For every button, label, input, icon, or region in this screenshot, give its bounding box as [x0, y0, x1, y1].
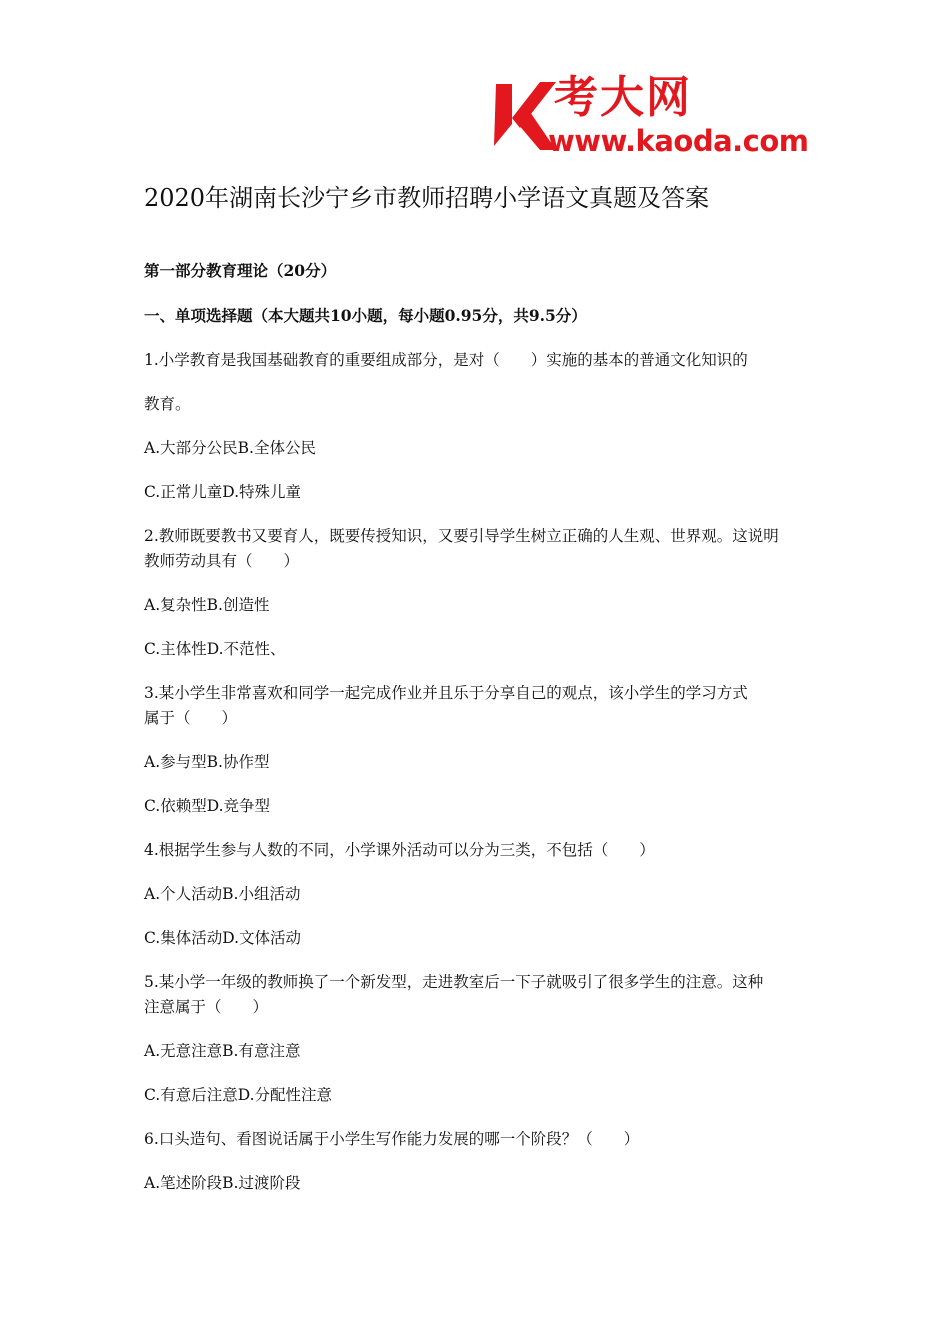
part-heading: 第一部分教育理论（20分）: [144, 261, 337, 280]
question-3-stem-line-1: 3.某小学生非常喜欢和同学一起完成作业并且乐于分享自己的观点，该小学生的学习方式: [144, 684, 748, 702]
question-4-options-ab: A.个人活动B.小组活动: [144, 885, 301, 903]
question-2-stem-line-2: 教师劳动具有（ ）: [144, 552, 300, 570]
kaoda-logo: [490, 72, 820, 162]
question-6-options-ab: A.笔述阶段B.过渡阶段: [144, 1174, 301, 1192]
question-3-stem-line-2: 属于（ ）: [144, 709, 238, 727]
question-5-stem-line-1: 5.某小学一年级的教师换了一个新发型，走进教室后一下子就吸引了很多学生的注意。这种: [144, 973, 764, 991]
question-2-stem-line-1: 2.教师既要教书又要育人，既要传授知识，又要引导学生树立正确的人生观、世界观。这说明: [144, 527, 779, 545]
question-5-stem-line-2: 注意属于（ ）: [144, 998, 269, 1016]
question-4-options-cd: C.集体活动D.文体活动: [144, 929, 302, 947]
question-4-stem-line-1: 4.根据学生参与人数的不同，小学课外活动可以分为三类，不包括（ ）: [144, 841, 655, 859]
question-5-options-cd: C.有意后注意D.分配性注意: [144, 1086, 333, 1104]
question-2-options-ab: A.复杂性B.创造性: [144, 596, 270, 614]
question-1-stem-line-1: 1.小学教育是我国基础教育的重要组成部分，是对（ ）实施的基本的普通文化知识的: [144, 351, 748, 369]
document-title: 2020年湖南长沙宁乡市教师招聘小学语文真题及答案: [144, 184, 710, 212]
question-6-stem-line-1: 6.口头造句、看图说话属于小学生写作能力发展的哪一个阶段？（ ）: [144, 1130, 640, 1148]
question-2-options-cd: C.主体性D.不范性、: [144, 640, 286, 658]
question-3-options-ab: A.参与型B.协作型: [144, 753, 270, 771]
logo-chinese-text: 考大网: [554, 72, 692, 123]
logo-url-text: www.kaoda.com: [548, 124, 809, 158]
question-1-stem-line-2: 教育。: [144, 395, 191, 413]
question-1-options-cd: C.正常儿童D.特殊儿童: [144, 483, 302, 501]
question-3-options-cd: C.依赖型D.竞争型: [144, 797, 271, 815]
question-5-options-ab: A.无意注意B.有意注意: [144, 1042, 301, 1060]
question-1-options-ab: A.大部分公民B.全体公民: [144, 439, 316, 457]
section-heading: 一、单项选择题（本大题共10小题，每小题0.95分，共9.5分）: [144, 306, 587, 325]
